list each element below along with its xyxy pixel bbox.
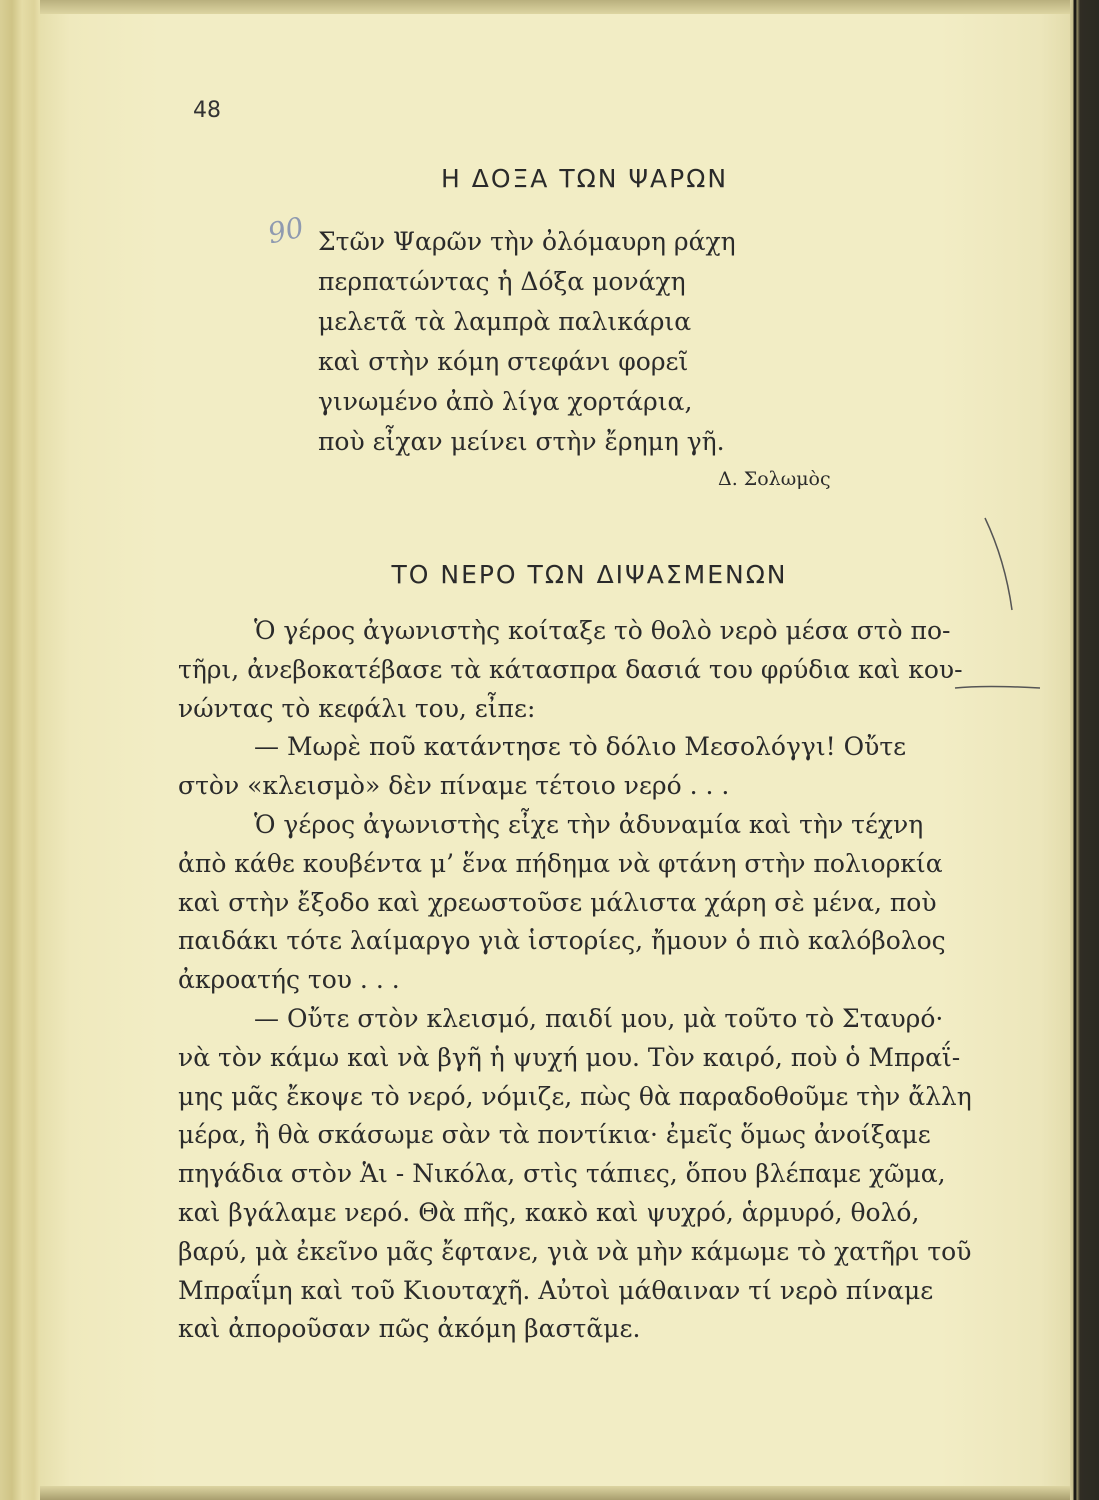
story-line: ἀπὸ κάθε κουβέντα μ’ ἕνα πήδημα νὰ φτάνη στὴν πολιορκία	[178, 848, 943, 878]
story-line: ἀκροατής του . . .	[178, 965, 400, 995]
story-line: — Μωρὲ ποῦ κατάντησε τὸ δόλιο Μεσολόγγι! Οὔτε	[254, 732, 907, 762]
story-line: καὶ στὴν ἔξοδο καὶ χρεωστοῦσε μάλιστα χάρη σὲ μένα, ποὺ	[178, 887, 937, 917]
page-number: 48	[193, 98, 221, 123]
ink-stroke	[955, 687, 1040, 689]
story-line: παιδάκι τότε λαίμαργο γιὰ ἱστορίες, ἤμουν ὁ πιὸ καλόβολος	[178, 926, 946, 956]
poem-line: ποὺ εἶχαν μείνει στὴν ἔρημη γῆ.	[318, 427, 725, 456]
poem-line: περπατώντας ἡ Δόξα μονάχη	[318, 267, 686, 296]
poem-line: μελετᾶ τὰ λαμπρὰ παλικάρια	[318, 307, 692, 336]
story-line: βαρύ, μὰ ἐκεῖνο μᾶς ἔφτανε, γιὰ νὰ μὴν κάμωμε τὸ χατῆρι τοῦ	[178, 1236, 972, 1266]
poem-line: γινωμένο ἀπὸ λίγα χορτάρια,	[318, 387, 693, 416]
story-line: — Οὔτε στὸν κλεισμό, παιδί μου, μὰ τοῦτο τὸ Σταυρό·	[254, 1003, 944, 1033]
story-line: νώντας τὸ κεφάλι του, εἶπε:	[178, 693, 536, 723]
ink-stroke	[985, 518, 1012, 610]
story-line: Ὁ γέρος ἀγωνιστὴς κοίταξε τὸ θολὸ νερὸ μέσα στὸ πο-	[254, 616, 951, 645]
story-line: πηγάδια στὸν Ἁι - Νικόλα, στὶς τάπιες, ὅπου βλέπαμε χῶμα,	[178, 1159, 946, 1189]
story-line: μέρα, ἢ θὰ σκάσωμε σὰν τὰ ποντίκια· ἐμεῖς ὅμως ἀνοίξαμε	[178, 1120, 931, 1150]
story-title: ΤΟ ΝΕΡΟ ΤΩΝ ΔΙΨΑΣΜΕΝΩΝ	[391, 560, 788, 589]
story-line: καὶ βγάλαμε νερό. Θὰ πῆς, κακὸ καὶ ψυχρό, ἁρμυρό, θολό,	[178, 1197, 920, 1227]
story-line: νὰ τὸν κάμω καὶ νὰ βγῆ ἡ ψυχή μου. Τὸν καιρό, ποὺ ὁ Μπραΐ-	[178, 1042, 961, 1072]
poem-line: Στῶν Ψαρῶν τὴν ὀλόμαυρη ράχη	[318, 227, 736, 256]
story-line: Μπραΐμη καὶ τοῦ Κιουταχῆ. Αὐτοὶ μάθαιναν τί νερὸ πίναμε	[178, 1275, 934, 1305]
story-line: τῆρι, ἀνεβοκατέβασε τὰ κάτασπρα δασιά του φρύδια καὶ κου-	[178, 654, 963, 684]
story-line: μης μᾶς ἔκοψε τὸ νερό, νόμιζε, πὼς θὰ παραδοθοῦμε τὴν ἄλλη	[178, 1081, 972, 1111]
story-line: καὶ ἀποροῦσαν πῶς ἀκόμη βαστᾶμε.	[178, 1314, 641, 1344]
story-line: Ὁ γέρος ἀγωνιστὴς εἶχε τὴν ἀδυναμία καὶ τὴν τέχνη	[254, 809, 924, 839]
poem-line: καὶ στὴν κόμη στεφάνι φορεῖ	[318, 347, 689, 376]
poem-attribution: Δ. Σολωμὸς	[718, 468, 831, 490]
story-line: στὸν «κλεισμὸ» δὲν πίναμε τέτοιο νερό . . .	[178, 771, 730, 801]
pencil-annotation: 90	[264, 210, 307, 251]
poem-title: Η ΔΟΞΑ ΤΩΝ ΨΑΡΩΝ	[440, 164, 729, 193]
